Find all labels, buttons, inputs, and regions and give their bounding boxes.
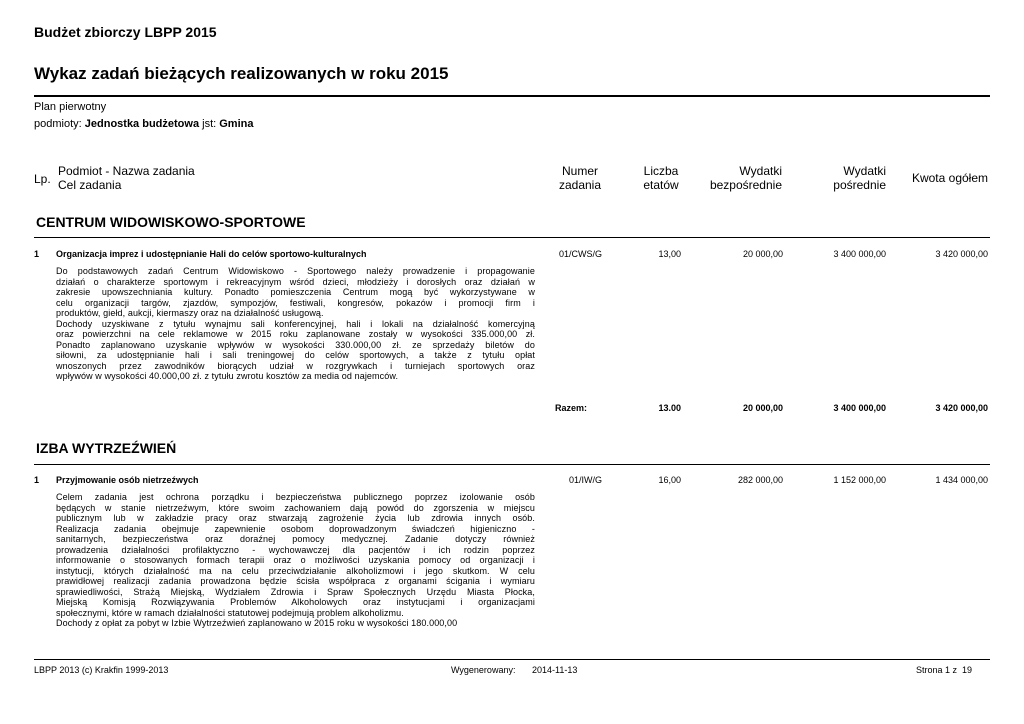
- description-line: instytucji, których działalność ma na celu przeciwdziałanie alkoholizmowi i jego skutkom. W celu: [56, 565, 535, 576]
- task-total: 1 434 000,00: [935, 475, 988, 485]
- page-title: Wykaz zadań bieżących realizowanych w roku 2015: [34, 64, 449, 83]
- description-line: Celem zadania jest ochrona porządku i bezpieczeństwa publicznego poprzez izolowanie osób: [56, 492, 535, 502]
- subjects-unit: Jednostka budżetowa: [84, 118, 200, 130]
- description-line: informowanie o stosowanych formach terapii oraz o możliwości uzyskania pomocy od organizacji i: [56, 555, 535, 565]
- col-number-line1: Numer: [561, 164, 598, 178]
- description-line: wpływów w wysokości 40.000,00 zł. z tytułu zwrotu kosztów za media od najemców.: [56, 371, 399, 381]
- section-title: IZBA WYTRZEŹWIEŃ: [36, 440, 177, 456]
- task-name: Przyjmowanie osób nietrzeźwych: [56, 475, 199, 485]
- summary-total: 3 420 000,00: [935, 403, 988, 413]
- col-indirect-line2: pośrednie: [833, 178, 886, 192]
- section-divider: [34, 464, 990, 465]
- description-line: celu organizacji targów, zjazdów, sympozjów, festiwali, kongresów, pokazów i promocji firm i: [56, 297, 535, 308]
- col-count-line2: etatów: [643, 178, 679, 192]
- description-line: produktów, giełd, aukcji, kiermaszy oraz na działalność usługową.: [56, 308, 324, 318]
- description-line: sanitarnych, bezpieczeństwa oraz doraźnej pomocy medycznej. Zadanie dotyczy również: [56, 534, 535, 544]
- task-indirect: 3 400 000,00: [833, 249, 886, 259]
- summary-count: 13.00: [658, 403, 681, 413]
- description-line: działań o charakterze sportowym i rekreacyjnym wśród dzieci, młodzieży i dorosłych oraz działań w: [56, 276, 535, 287]
- col-indirect-line1: Wydatki: [843, 164, 886, 178]
- description-line: zakresie upowszechniania kultury. Ponadto pomieszczenia Centrum mogą być wykorzystywane w: [56, 287, 535, 297]
- description-line: wnoszonych przez zawodników biorących udział w rozgrywkach i turniejach sportowych oraz: [56, 360, 535, 371]
- description-line: siłowni, za udostępnianie hali i sali treningowej do celów sportowych, a także z tytułu opłat: [56, 350, 535, 360]
- description-line: społecznymi, które w ramach działalności statutowej podejmują problem alkoholizmu.: [56, 607, 404, 618]
- plan-label: Plan pierwotny: [34, 101, 107, 113]
- task-description: [56, 492, 535, 629]
- col-name-line1: Podmiot - Nazwa zadania: [58, 164, 195, 178]
- col-name-line2: Cel zadania: [58, 178, 122, 192]
- page-number: Strona 1 z 19: [915, 665, 972, 675]
- task-number: 01/IW/G: [568, 475, 602, 485]
- subjects-jst: Gmina: [219, 118, 254, 130]
- task-indirect: 1 152 000,00: [833, 475, 886, 485]
- col-direct: [690, 164, 782, 192]
- col-indirect: [796, 164, 886, 192]
- subjects-jst-prefix: jst:: [202, 118, 217, 130]
- description-line: publicznym lub w zakładzie pracy oraz stwarzają zagrożenie życia lub zdrowia innych osób.: [56, 513, 535, 523]
- col-count-line1: Liczba: [643, 164, 679, 178]
- description-line: oraz powierzchni na cele reklamowe w 2015 roku zaplanowane zostały w wysokości 335.000,00 zł.: [56, 329, 535, 339]
- description-line: prawidłowej realizacji zadania prowadzona będzie ścisła współpraca z organami ścigania i wymiaru: [56, 576, 535, 586]
- subjects-prefix: podmioty:: [34, 118, 82, 130]
- description-line: prowadzenia działalności profilaktyczno - wychowawczej dla pacjentów i ich rodzin poprzez: [56, 544, 535, 555]
- task-lp: 1: [34, 475, 40, 485]
- description-line: Realizacja zadania obejmuje zapewnienie osobom doprowadzonym świadczeń higieniczno -: [56, 523, 535, 534]
- task-direct: 20 000,00: [742, 249, 783, 259]
- footer-generated-label: Wygenerowany:: [451, 665, 516, 675]
- task-number: 01/CWS/G: [558, 249, 602, 259]
- summary-indirect: 3 400 000,00: [833, 403, 886, 413]
- description-line: Dochody uzyskiwane z tytułu wynajmu sali konferencyjnej, hali i lokali na działalność komercyjną: [56, 318, 535, 329]
- description-line: Do podstawowych zadań Centrum Widowiskowo - Sportowego należy prowadzenie i propagowanie: [56, 266, 535, 276]
- footer-copyright: LBPP 2013 (c) Krakfin 1999-2013: [34, 665, 169, 675]
- description-line: będących w stanie nietrzeźwym, które swoim zachowaniem dają powód do zgorszenia w miejscu: [56, 502, 535, 513]
- task-description: [56, 266, 535, 382]
- section-title: CENTRUM WIDOWISKOWO-SPORTOWE: [36, 214, 306, 230]
- col-total: Kwota ogółem: [911, 171, 988, 185]
- col-number-line2: zadania: [558, 178, 602, 192]
- summary-direct: 20 000,00: [742, 403, 783, 413]
- description-line: sprawiedliwości, Strażą Miejską, Wydziałem Zdrowia i Spraw Społecznych Urzędu Miasta Płocka,: [56, 586, 535, 597]
- col-lp: Lp.: [34, 172, 51, 186]
- description-line: Dochody z opłat za pobyt w Izbie Wytrzeźwień zaplanowano w 2015 roku w wysokości 180.000,00: [56, 618, 458, 628]
- col-direct-line2: bezpośrednie: [709, 178, 782, 192]
- col-direct-line1: Wydatki: [739, 164, 782, 178]
- task-name: Organizacja imprez i udostępnianie Hali do celów sportowo-kulturalnych: [56, 249, 367, 259]
- col-name: [58, 164, 195, 192]
- col-count: [628, 164, 694, 192]
- task-lp: 1: [34, 249, 40, 259]
- task-count: 16,00: [658, 475, 681, 485]
- document-title: Budżet zbiorczy LBPP 2015: [34, 24, 217, 40]
- col-number: [540, 164, 620, 192]
- task-count: 13,00: [658, 249, 681, 259]
- footer-generated-date: 2014-11-13: [532, 665, 578, 675]
- description-line: Miejską Komisją Rozwiązywania Problemów Alkoholowych oraz instytucjami i organizacjami: [56, 597, 535, 607]
- description-line: Ponadto zaplanowano uzyskanie wpływów w wysokości 330.000,00 zł. ze sprzedaży biletów do: [56, 339, 535, 350]
- task-direct: 282 000,00: [737, 475, 783, 485]
- footer-divider: [34, 659, 990, 660]
- subjects-line: [34, 118, 253, 130]
- title-divider: [34, 95, 990, 97]
- section-divider: [34, 237, 990, 238]
- task-total: 3 420 000,00: [935, 249, 988, 259]
- summary-label: Razem:: [554, 403, 587, 413]
